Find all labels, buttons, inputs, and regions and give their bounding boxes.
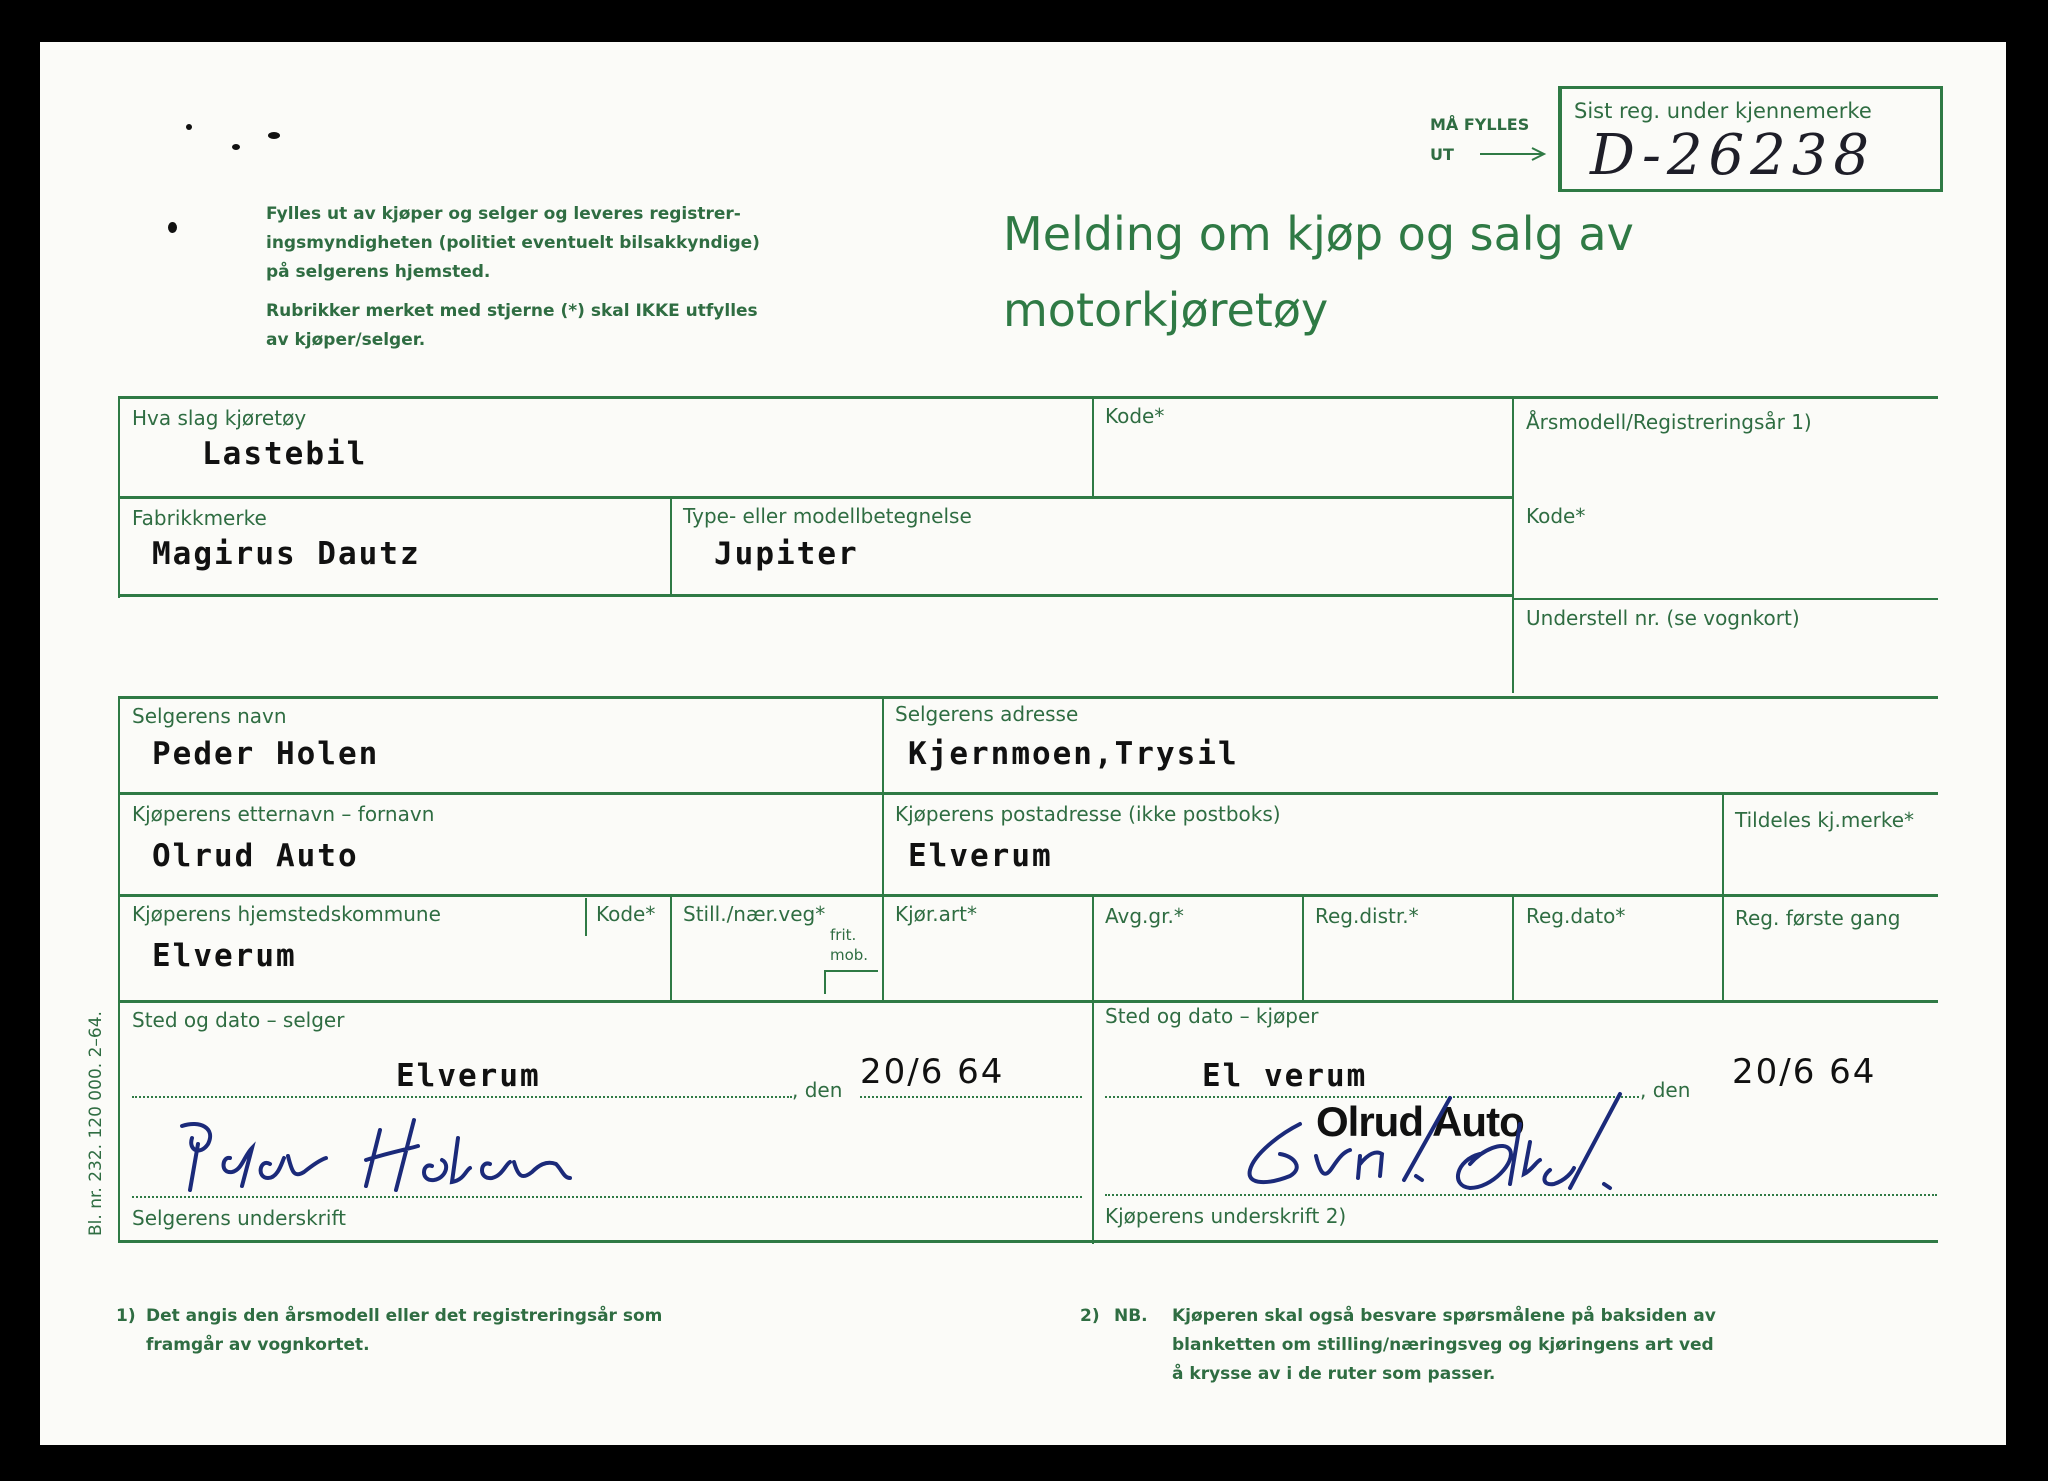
ink-speck [232, 144, 240, 150]
buyer-date-value: 20/6 64 [1732, 1052, 1877, 1092]
rule [118, 696, 1938, 699]
code-label: Kode* [1526, 504, 1586, 528]
municipality-value: Elverum [152, 938, 297, 974]
last-registration-box [1558, 86, 1943, 192]
municipality-label: Kjøperens hjemstedskommune [132, 902, 441, 926]
buyer-place-value: El verum [1202, 1058, 1368, 1094]
rule [1512, 396, 1514, 693]
code-label: Kode* [596, 902, 656, 926]
buyer-name-label: Kjøperens etternavn – fornavn [132, 802, 435, 826]
frit-label: frit. [830, 926, 857, 944]
model-value: Jupiter [714, 536, 859, 572]
model-year-label: Årsmodell/Registreringsår 1) [1526, 410, 1812, 434]
rule [118, 396, 1938, 399]
dotted-line [132, 1196, 1082, 1198]
seller-signature-label: Selgerens underskrift [132, 1206, 346, 1230]
dotted-line [860, 1096, 1082, 1098]
must-fill-label: MÅ FYLLES UT [1430, 115, 1530, 164]
buyer-stamp: Olrud Auto [1316, 1098, 1524, 1145]
seller-signature [170, 1098, 630, 1198]
footnote-1-number: 1) [116, 1306, 136, 1326]
rule [118, 1240, 1938, 1243]
rule [882, 696, 884, 1000]
rule [118, 792, 1938, 795]
dotted-line [1105, 1194, 1937, 1196]
footnote-2-nb: NB. [1114, 1306, 1148, 1326]
make-value: Magirus Dautz [152, 536, 421, 572]
instructions-star-note: Rubrikker merket med stjerne (*) skal IKKE utfylles av kjøper/selger. [266, 301, 758, 350]
chassis-number-label: Understell nr. (se vognkort) [1526, 606, 1800, 630]
rule [1512, 894, 1514, 1000]
model-label: Type- eller modellbetegnelse [683, 504, 972, 528]
buyer-place-date-label: Sted og dato – kjøper [1105, 1004, 1319, 1028]
rule [118, 1000, 1938, 1003]
buyer-name-value: Olrud Auto [152, 838, 359, 874]
rule [1512, 598, 1938, 600]
rule [585, 898, 587, 936]
seller-name-value: Peder Holen [152, 736, 380, 772]
rule [118, 594, 1514, 597]
reg-district-label: Reg.distr.* [1315, 904, 1419, 928]
make-label: Fabrikkmerke [132, 506, 267, 530]
assign-plate-label: Tildeles kj.merke* [1735, 808, 1915, 832]
vehicle-type-label: Hva slag kjøretøy [132, 406, 307, 430]
footnote-2: Kjøperen skal også besvare spørsmålene på baksiden av blanketten om stilling/næringsveg og kjøringens art ved å krysse av i de ruter som passer. [1172, 1306, 1716, 1384]
ink-speck [186, 124, 192, 130]
ink-speck [168, 222, 177, 233]
ink-speck [268, 132, 280, 139]
vehicle-type-value: Lastebil [202, 436, 368, 472]
buyer-address-label: Kjøperens postadresse (ikke postboks) [895, 802, 1281, 826]
footnote-1: Det angis den årsmodell eller det registreringsår som framgår av vognkortet. [146, 1306, 663, 1355]
reg-date-label: Reg.dato* [1526, 904, 1626, 928]
seller-place-date-label: Sted og dato – selger [132, 1008, 345, 1032]
rule [118, 496, 1514, 499]
rule [670, 496, 672, 596]
rule [670, 894, 672, 1000]
seller-place-value: Elverum [396, 1058, 541, 1094]
rule [118, 894, 1938, 897]
occupation-label: Still./nær.veg* [683, 902, 826, 926]
last-registration-label: Sist reg. under kjennemerke [1574, 99, 1872, 123]
den-label: , den [792, 1078, 843, 1102]
rule [1302, 894, 1304, 1000]
first-registration-label: Reg. første gang [1735, 906, 1901, 930]
instructions: Fylles ut av kjøper og selger og leveres registrer- ingsmyndigheten (politiet eventuelt bilsakkyndige) på selgerens hjemsted. [266, 204, 760, 282]
fee-group-label: Avg.gr.* [1105, 904, 1184, 928]
arrow-right-icon [1480, 146, 1550, 162]
driving-type-label: Kjør.art* [895, 902, 977, 926]
mob-label: mob. [830, 946, 869, 964]
footnote-2-number: 2) [1080, 1306, 1100, 1326]
checkbox [824, 970, 878, 994]
seller-address-label: Selgerens adresse [895, 702, 1079, 726]
last-registration-value: D-26238 [1590, 123, 1876, 188]
rule [1092, 396, 1094, 496]
den-label: , den [1640, 1078, 1691, 1102]
form-title: Melding om kjøp og salg av motorkjøretøy [1003, 207, 1634, 337]
rule [118, 696, 120, 1242]
seller-date-value: 20/6 64 [860, 1052, 1005, 1092]
buyer-signature-label: Kjøperens underskrift 2) [1105, 1204, 1347, 1228]
seller-address-value: Kjernmoen,Trysil [908, 736, 1239, 772]
rule [1092, 894, 1094, 1244]
seller-name-label: Selgerens navn [132, 704, 287, 728]
buyer-address-value: Elverum [908, 838, 1053, 874]
code-label: Kode* [1105, 404, 1165, 428]
form-number: Bl. nr. 232. 120 000. 2–64. [86, 1011, 106, 1236]
